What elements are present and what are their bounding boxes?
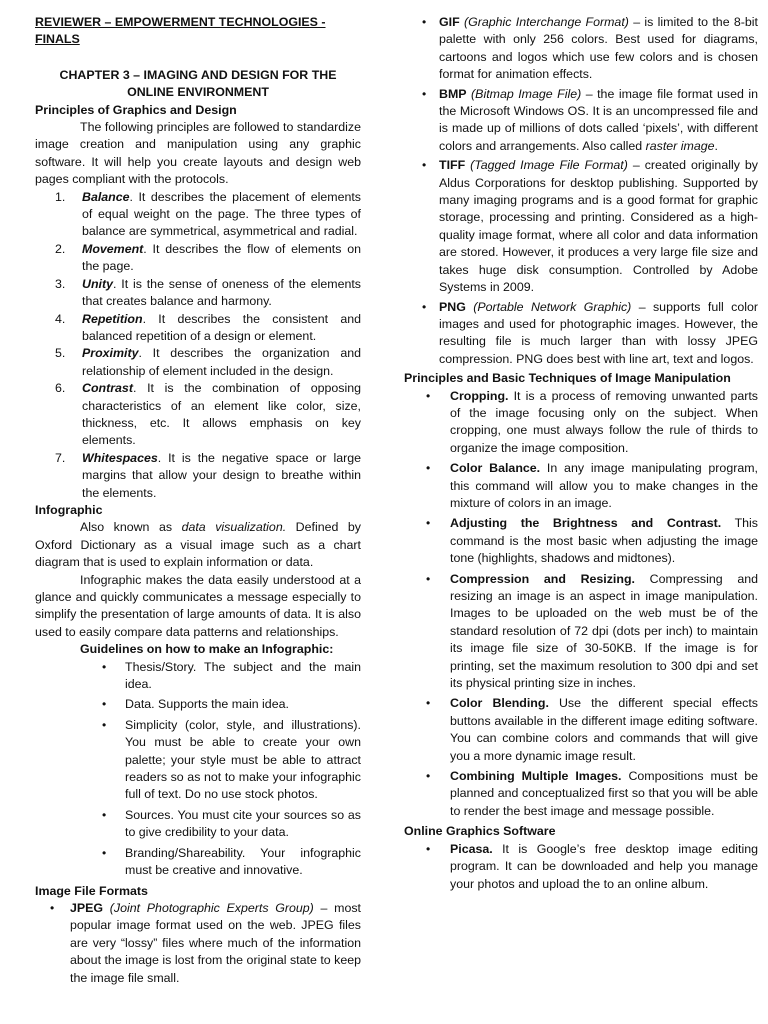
bullet-icon: • (50, 900, 55, 915)
technique-term: Color Blending. (450, 696, 549, 711)
technique-text: In any image manipulating program, this command will allow you to make changes in the mixture of colors in an image. (450, 461, 758, 510)
list-item (404, 515, 758, 567)
list-item (35, 696, 361, 713)
file-formats-list-continued (404, 14, 758, 368)
principles-heading: Principles of Graphics and Design (35, 102, 237, 117)
infographic-definition (35, 519, 361, 571)
principle-item (35, 345, 361, 380)
bullet-icon: • (102, 807, 107, 822)
format-name: GIF (439, 15, 460, 29)
principle-text: . It describes the placement of elements of equal weight on the page. The three types of balance are symmetrical, asymmetrical and radial. (82, 189, 361, 239)
format-name: TIFF (439, 158, 466, 173)
technique-term: Color Balance. (450, 461, 541, 476)
principle-term: Unity (82, 276, 113, 291)
format-emphasis: raster image (645, 138, 715, 153)
bullet-icon: • (102, 659, 107, 674)
techniques-list (404, 388, 758, 821)
technique-text: This command is the most basic when adjusting the image tone (highlights, shadows and midtones). (450, 516, 758, 566)
principle-term: Whitespaces (82, 450, 158, 465)
principle-term: Movement (82, 241, 144, 256)
principle-text: . It describes the flow of elements on the page. (82, 241, 361, 274)
software-list (404, 841, 758, 893)
principle-item (35, 311, 361, 346)
principle-term: Contrast (82, 381, 133, 396)
principle-term: Balance (82, 189, 130, 204)
technique-term: Adjusting the Brightness and Contrast. (450, 516, 722, 531)
bullet-icon: • (426, 461, 431, 476)
bullet-icon: • (102, 697, 107, 712)
bullet-icon: • (426, 388, 431, 403)
format-description: – the image file format used in the Microsoft Windows OS. It is an uncompressed file and is made up of millions of dots called ‘pixels’, with different colors and arrangements. Also called (439, 86, 758, 153)
guidelines-heading: Guidelines on how to make an Infographic: (80, 642, 334, 657)
techniques-heading: Principles and Basic Techniques of Image Manipulation (404, 371, 731, 386)
left-column (35, 14, 361, 989)
format-name: PNG (439, 299, 466, 314)
format-description-end: . (714, 138, 718, 153)
guideline-text: Sources. You must cite your sources so as to give credibility to your data. (125, 807, 361, 840)
infographic-heading: Infographic (35, 502, 103, 517)
guideline-text: Simplicity (color, style, and illustrations). You must be able to create your own palette; your style must be able to attract readers so as not to make your infographic full of text. Do no use stock photos. (125, 717, 361, 802)
principle-item (35, 241, 361, 276)
bullet-icon: • (426, 571, 431, 586)
software-term: Picasa. (450, 841, 493, 856)
technique-text: Compositions must be planned and conceptualized first so that you will be able to render the best image and message possible. (450, 769, 759, 818)
bullet-icon: • (422, 299, 427, 314)
bullet-icon: • (422, 86, 427, 101)
format-description: – supports full color images and used for photographic images. However, the resulting file is much larger than with lossy JPEG compression. PNG does best with line art, text and logos. (439, 299, 758, 366)
format-description: – most popular image format used on the web. JPEG files are very “lossy” files where much of the information about the image is lost from the original state to keep the image file small. (70, 900, 361, 985)
list-number: 2. (55, 241, 66, 256)
list-item (35, 807, 361, 842)
principles-intro: The following principles are followed to standardize image creation and manipulation using any graphic software. It will help you create layouts and design web pages compliant with the protocols. (35, 120, 361, 187)
software-text: It is Google’s free desktop image editing program. It can be downloaded and help you manage your photos and upload the to an online album. (450, 841, 758, 891)
list-item (35, 900, 361, 987)
principle-text: . It is the negative space or large margins that allow your design to breathe within the elements. (82, 450, 361, 500)
principle-item (35, 189, 361, 241)
list-item (35, 659, 361, 694)
technique-term: Compression and Resizing. (450, 571, 635, 586)
format-full-name: (Graphic Interchange Format) (463, 15, 629, 29)
format-description: – is limited to the 8-bit palette with only 256 colors. Best used for diagrams, cartoons and logos which use few colors and is chosen format for animation effects. (439, 15, 758, 82)
list-number: 4. (55, 311, 66, 326)
list-item (35, 845, 361, 880)
list-item (404, 157, 758, 296)
bullet-icon: • (102, 717, 107, 732)
format-full-name: (Joint Photographic Experts Group) (109, 900, 314, 915)
bullet-icon: • (426, 516, 431, 531)
format-name: BMP (439, 86, 467, 101)
list-item (404, 299, 758, 369)
principle-text: . It describes the organization and relationship of element included in the design. (82, 346, 361, 378)
bullet-icon: • (426, 769, 431, 784)
chapter-title: CHAPTER 3 – IMAGING AND DESIGN FOR THE ONLINE ENVIRONMENT (59, 67, 337, 100)
technique-text: Compressing and resizing an image is an aspect in image manipulation. Images to be uploaded on the web must be of the standard resolution of 72 dpi (dots per inch) to maintain its image file size of 30-50KB. If the image is for printing, set the maximum resolution to 300 dpi and set its physical printing size in inches. (450, 571, 758, 691)
principle-term: Proximity (82, 346, 139, 361)
bullet-icon: • (426, 696, 431, 711)
format-full-name: (Portable Network Graphic) (473, 299, 632, 314)
principles-list (35, 189, 361, 502)
technique-text: It is a process of removing unwanted parts of the image focusing only on the subject. When cropping, one must always follow the rule of thirds to organize the image composition. (450, 388, 758, 455)
principle-text: . It describes the consistent and balanced repetition of a design or element. (82, 311, 361, 343)
definition-text: Also known as (80, 520, 182, 535)
list-item (404, 571, 758, 693)
list-number: 6. (55, 381, 66, 396)
infographic-description: Infographic makes the data easily understood at a glance and quickly communicates a message especially to simplify the presentation of large amounts of data. It is also used to easily compare data patterns and relationships. (35, 572, 361, 639)
list-number: 7. (55, 450, 66, 465)
bullet-icon: • (102, 845, 107, 860)
file-formats-list (35, 900, 361, 987)
list-item (404, 86, 758, 156)
principle-term: Repetition (82, 311, 143, 326)
guideline-text: Thesis/Story. The subject and the main idea. (125, 659, 361, 692)
guideline-text: Branding/Shareability. Your infographic must be creative and innovative. (125, 845, 361, 878)
document-title: REVIEWER – EMPOWERMENT TECHNOLOGIES - FINALS (35, 15, 326, 47)
principle-text: . It is the sense of oneness of the elements that creates balance and harmony. (82, 276, 361, 309)
list-item (404, 14, 758, 84)
list-item (404, 460, 758, 512)
list-number: 3. (55, 276, 66, 291)
format-full-name: (Tagged Image File Format) (470, 158, 628, 173)
technique-term: Combining Multiple Images. (450, 769, 622, 784)
software-heading: Online Graphics Software (404, 824, 556, 839)
technique-text: Use the different special effects buttons available in the different image editing software. You can combine colors and commands that will give you a more dynamic image result. (450, 696, 758, 763)
list-item (35, 717, 361, 804)
technique-term: Cropping. (450, 388, 509, 403)
principle-item (35, 380, 361, 450)
principle-text: . It is the combination of opposing characteristics of an element like color, size, thickness, etc. It allows emphasis on key elements. (82, 381, 361, 448)
list-item (404, 768, 758, 820)
list-number: 5. (55, 346, 66, 361)
bullet-icon: • (426, 841, 431, 856)
definition-text-rest: Defined by Oxford Dictionary as a visual image such as a chart diagram that is used to explain information or data. (35, 520, 361, 570)
list-number: 1. (55, 189, 66, 204)
bullet-icon: • (422, 15, 427, 29)
principle-item (35, 276, 361, 311)
right-column (404, 14, 758, 896)
bullet-icon: • (422, 158, 427, 173)
format-full-name: (Bitmap Image File) (471, 86, 582, 101)
definition-emphasis: data visualization. (181, 520, 287, 535)
principle-item (35, 450, 361, 502)
list-item (404, 388, 758, 458)
file-formats-heading: Image File Formats (35, 883, 148, 898)
list-item (404, 695, 758, 765)
guideline-text: Data. Supports the main idea. (125, 697, 289, 712)
format-name: JPEG (70, 900, 104, 915)
list-item (404, 841, 758, 893)
guidelines-list (35, 659, 361, 880)
format-description: – created originally by Aldus Corporations for desktop publishing. Supported by many imaging programs and is a good format for graphic storage, processing and printing. Considered as a high-quality image format, where all color and data information are stored. However, it produces a very large file size and takes huge disk consumption. Controlled by Adobe Systems in 2009. (439, 158, 758, 295)
